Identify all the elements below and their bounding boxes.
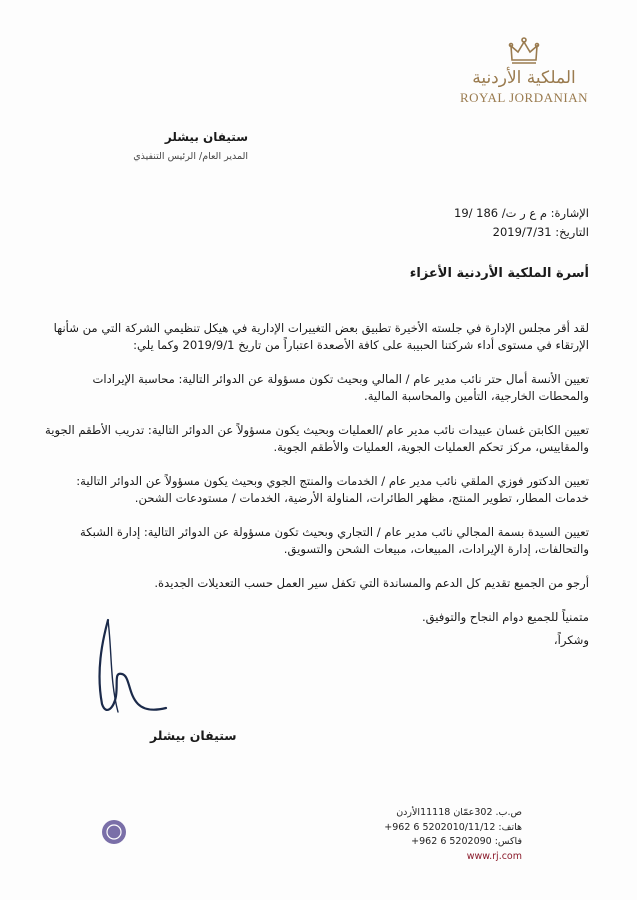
sender-name: ستيفان بيشلر xyxy=(164,130,248,144)
paragraph-intro: لقد أقر مجلس الإدارة في جلسته الأخيرة تطبيق بعض التغييرات الإدارية في هيكل تنظيمي الشركة التي من شأنها الإرتقاء في مستوى أداء شركتنا الحبيبة على كافة الأصعدة اعتباراً من تاريخ 2019/9/1 وكما يلي: xyxy=(53,321,589,352)
footer-website-link[interactable]: www.rj.com xyxy=(466,850,522,862)
paragraph-appointment-finance: تعيين الأنسة أمال حتر نائب مدير عام / المالي وبحيث تكون مسؤولة عن الدوائر التالية: محاسبة الإيرادات والمحطات الخارجية، التأمين والمحاسبة المالية. xyxy=(92,372,589,403)
logo-english-text: ROYAL JORDANIAN xyxy=(460,90,588,105)
paragraph-wishes: متمنياً للجميع دوام النجاح والتوفيق. xyxy=(421,610,589,624)
footer-address: ص.ب. 302عمّان 11118الأردن xyxy=(396,807,522,818)
paragraph-thanks: وشكراً، xyxy=(553,633,589,647)
reference-block xyxy=(454,204,589,242)
salutation: أسرة الملكية الأردنية الأعزاء xyxy=(409,266,589,281)
footer-fax: فاكس: 5202090 6 962+ xyxy=(411,836,522,847)
paragraph-appointment-commercial: تعيين السيدة بسمة المجالي نائب مدير عام / التجاري وبحيث تكون مسؤولة عن الدوائر التالية: إدارة الشبكة والتحالفات، إدارة الإيرادات، المبيعات، مبيعات الشحن والتسويق. xyxy=(80,525,589,556)
logo-arabic-text: الملكية الأردنية xyxy=(472,68,576,88)
paragraph-support-request: أرجو من الجميع تقديم كل الدعم والمساندة التي تكفل سير العمل حسب التعديلات الجديدة. xyxy=(154,576,589,590)
paragraph-appointment-operations: تعيين الكابتن غسان عبيدات نائب مدير عام /العمليات وبحيث يكون مسؤولاً عن الدوائر التالية: تدريب الأطقم الجوية والمقاييس، مركز تحكم العمليات الجوية، العمليات والأطقم الجوية. xyxy=(45,423,589,454)
sender-block xyxy=(108,130,248,162)
letter-date: التاريخ: 2019/7/31 xyxy=(492,225,589,239)
signature-name: ستيفان بيشلر xyxy=(150,728,237,743)
sender-title: المدير العام/ الرئيس التنفيذي xyxy=(133,151,248,162)
footer-phone: هاتف: 5202010/11/12 6 962+ xyxy=(384,821,522,833)
crown-icon xyxy=(507,36,541,66)
handwritten-signature xyxy=(88,612,198,722)
oneworld-logo-icon xyxy=(100,818,128,846)
paragraph-appointment-services: تعيين الدكتور فوزي الملقي نائب مدير عام / الخدمات والمنتج الجوي وبحيث يكون مسؤولاً عن الدوائر التالية: خدمات المطار، تطوير المنتج، مظهر الطائرات، المناولة الأرضية، الخدمات / مستودعات الشحن. xyxy=(76,474,589,505)
footer-contact xyxy=(384,806,522,864)
royal-jordanian-logo xyxy=(459,36,589,106)
reference-number: الإشارة: م ع ر ت/ 186 /19 xyxy=(454,206,589,220)
